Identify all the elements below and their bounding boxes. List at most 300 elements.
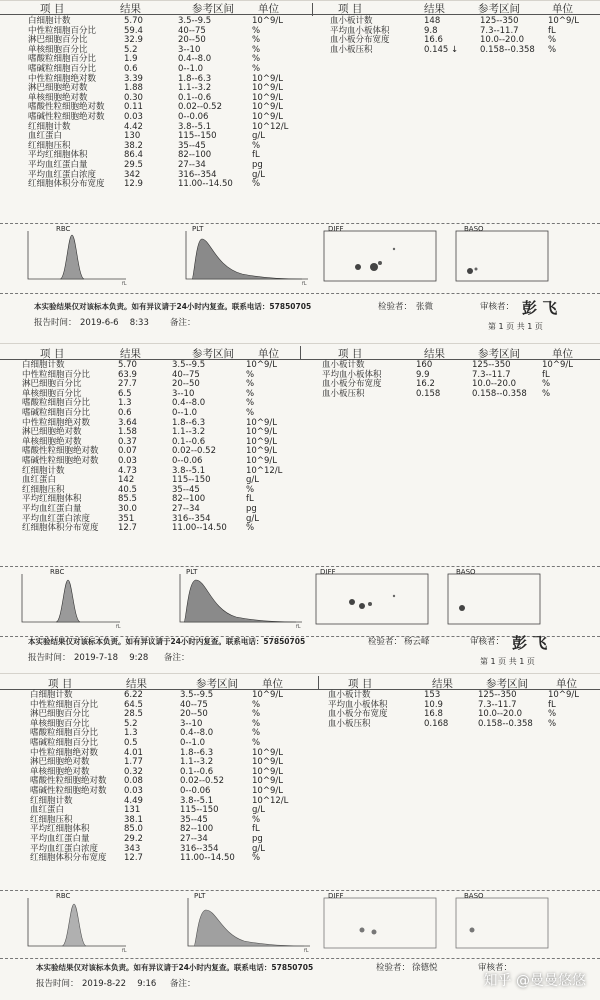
- item-name: 血红蛋白: [22, 475, 57, 486]
- result-value: 5.2: [124, 44, 138, 55]
- range-value: 0.4--8.0: [180, 728, 214, 739]
- item-name: 嗜酸性粒细胞绝对数: [22, 446, 99, 457]
- range-value: 20--50: [172, 379, 200, 390]
- unit-value: fL: [252, 150, 260, 161]
- unit-value: fL: [548, 699, 556, 710]
- rbc-curve: [22, 894, 132, 954]
- left-results: [118, 361, 137, 534]
- left-results: [124, 17, 143, 190]
- left-units: [252, 691, 288, 864]
- range-value: 0.1--0.6: [172, 436, 206, 447]
- item-name: 平均血红蛋白量: [28, 159, 88, 170]
- left-units: [246, 361, 282, 534]
- left-ranges: [180, 691, 235, 864]
- item-name: 嗜酸粒细胞百分比: [22, 398, 91, 409]
- result-value: 38.2: [124, 140, 143, 151]
- range-value: 27--34: [178, 159, 206, 170]
- diff-plot: [322, 227, 440, 285]
- item-name: 单核细胞百分比: [28, 44, 88, 55]
- range-value: 0.02--0.52: [178, 102, 222, 113]
- header-item-right: 项 目: [338, 348, 363, 360]
- header-result: 结果: [126, 678, 147, 690]
- result-value: 0.145 ↓: [424, 44, 459, 55]
- item-name: 血红蛋白: [30, 805, 65, 816]
- item-name: 嗜酸粒细胞百分比: [28, 54, 97, 65]
- item-name: 平均血小板体积: [330, 25, 390, 36]
- result-value: 28.5: [124, 709, 143, 720]
- range-value: 316--354: [178, 169, 217, 180]
- range-value: 10.0--20.0: [478, 709, 522, 720]
- unit-value: %: [542, 379, 551, 390]
- unit-value: 10^9/L: [246, 360, 277, 370]
- unit-value: 10^9/L: [246, 427, 277, 438]
- watermark: 知乎 @曼曼悠悠: [483, 973, 586, 989]
- range-value: 3.5--9.5: [180, 690, 214, 700]
- result-value: 9.8: [424, 25, 438, 36]
- report-footer: [0, 634, 600, 674]
- unit-value: pg: [252, 159, 263, 170]
- item-name: 单核细胞绝对数: [30, 766, 90, 777]
- divider: [0, 890, 600, 891]
- divider: [0, 566, 600, 567]
- divider: [0, 958, 600, 959]
- item-name: 中性粒细胞百分比: [30, 699, 99, 710]
- result-value: 3.64: [118, 417, 137, 428]
- item-name: 血小板压积: [328, 718, 371, 729]
- result-value: 3.39: [124, 73, 143, 84]
- item-name: 平均血红蛋白量: [22, 503, 82, 514]
- page-indicator: 第 1 页 共 1 页: [488, 322, 543, 331]
- range-value: 3--10: [180, 718, 203, 729]
- item-name: 红细胞计数: [30, 795, 73, 806]
- result-value: 343: [124, 843, 141, 854]
- baso-scatter: [444, 570, 544, 628]
- result-value: 1.3: [124, 728, 138, 739]
- result-value: 38.1: [124, 814, 143, 825]
- range-value: 0--1.0: [178, 63, 204, 74]
- report-3: [0, 673, 600, 1000]
- range-value: 40--75: [180, 699, 208, 710]
- rbc-label: RBC: [50, 568, 65, 576]
- report-time-label: 报告时间：: [36, 979, 79, 989]
- unit-value: g/L: [246, 513, 259, 524]
- range-value: 7.3--11.7: [478, 699, 517, 710]
- item-name: 白细胞计数: [30, 690, 73, 700]
- result-value: 342: [124, 169, 141, 180]
- range-value: 7.3--11.7: [480, 25, 519, 36]
- result-value: 85.5: [118, 494, 137, 505]
- unit-value: %: [246, 407, 255, 418]
- unit-value: %: [246, 484, 255, 495]
- range-value: 0--0.06: [180, 785, 211, 796]
- result-value: 63.9: [118, 369, 137, 380]
- unit-value: 10^9/L: [246, 436, 277, 447]
- plt-curve: [184, 894, 314, 954]
- range-value: 11.00--14.50: [178, 179, 233, 190]
- unit-value: fL: [252, 824, 260, 835]
- unit-value: g/L: [252, 843, 265, 854]
- header-range: 参考区间: [192, 348, 234, 360]
- item-name: 红细胞压积: [28, 140, 71, 151]
- result-value: 0.07: [118, 446, 137, 457]
- unit-value: %: [548, 709, 557, 720]
- unit-value: %: [252, 25, 261, 36]
- baso-label: BASO: [464, 225, 484, 233]
- item-name: 血小板压积: [322, 388, 365, 399]
- reviewer-label: 审核者：: [478, 963, 513, 973]
- item-name: 血小板计数: [330, 16, 373, 26]
- item-name: 平均红细胞体积: [28, 150, 88, 161]
- result-value: 131: [124, 805, 141, 816]
- result-value: 5.70: [124, 16, 143, 26]
- column-divider: [312, 3, 313, 16]
- unit-value: 10^9/L: [252, 92, 283, 103]
- right-item-names: [328, 691, 388, 729]
- range-value: 35--45: [180, 814, 208, 825]
- right-ranges: [480, 17, 535, 55]
- checker-name: 张微: [416, 302, 434, 312]
- item-name: 嗜碱性粒细胞绝对数: [28, 111, 105, 122]
- diff-plot: [314, 570, 432, 628]
- item-name: 血小板分布宽度: [330, 35, 390, 46]
- unit-value: g/L: [252, 131, 265, 142]
- item-name: 平均红细胞体积: [22, 494, 82, 505]
- unit-value: 10^9/L: [542, 360, 573, 370]
- item-name: 红细胞体积分布宽度: [28, 179, 105, 190]
- rbc-label: RBC: [56, 892, 71, 900]
- item-name: 红细胞体积分布宽度: [22, 523, 99, 534]
- range-value: 10.0--20.0: [480, 35, 524, 46]
- remark-label: 备注：: [164, 653, 190, 663]
- item-name: 嗜碱粒细胞百分比: [22, 407, 91, 418]
- item-name: 平均血红蛋白浓度: [28, 169, 97, 180]
- remark-label: 备注：: [170, 318, 196, 328]
- unit-value: 10^9/L: [252, 16, 283, 26]
- range-value: 0.158--0.358: [478, 718, 533, 729]
- item-name: 淋巴细胞绝对数: [30, 757, 90, 768]
- checker-label: 检验者：: [378, 302, 413, 312]
- rbc-histogram: [22, 227, 132, 287]
- unit-value: 10^9/L: [246, 417, 277, 428]
- header-range-right: 参考区间: [478, 348, 520, 360]
- item-name: 嗜酸性粒细胞绝对数: [30, 776, 107, 787]
- result-value: 5.2: [124, 718, 138, 729]
- item-name: 淋巴细胞绝对数: [22, 427, 82, 438]
- rbc-fl-label: fL: [116, 624, 121, 630]
- checker-label: 检验者：: [368, 637, 403, 647]
- item-name: 红细胞计数: [28, 121, 71, 132]
- item-name: 嗜碱性粒细胞绝对数: [22, 455, 99, 466]
- reviewer-label: 审核者：: [480, 302, 515, 312]
- result-value: 86.4: [124, 150, 143, 161]
- unit-value: pg: [252, 833, 263, 844]
- range-value: 3.8--5.1: [172, 465, 206, 476]
- item-name: 平均血红蛋白浓度: [30, 843, 99, 854]
- range-value: 0--1.0: [172, 407, 198, 418]
- range-value: 115--150: [172, 475, 211, 486]
- result-value: 27.7: [118, 379, 137, 390]
- item-name: 平均红细胞体积: [30, 824, 90, 835]
- unit-value: %: [246, 398, 255, 409]
- histograms: [0, 227, 600, 289]
- header-unit-right: 单位: [552, 3, 573, 15]
- unit-value: %: [252, 699, 261, 710]
- header-item-right: 项 目: [348, 678, 373, 690]
- left-ranges: [178, 17, 233, 190]
- range-value: 1.1--3.2: [180, 757, 214, 768]
- plt-fl-label: fL: [304, 948, 309, 954]
- range-value: 11.00--14.50: [180, 853, 235, 864]
- unit-value: fL: [548, 25, 556, 36]
- header-item-right: 项 目: [338, 3, 363, 15]
- range-value: 0.1--0.6: [180, 766, 214, 777]
- unit-value: %: [252, 54, 261, 65]
- result-value: 4.01: [124, 747, 143, 758]
- diff-scatter: [322, 227, 440, 285]
- item-name: 血小板分布宽度: [322, 379, 382, 390]
- unit-value: %: [246, 379, 255, 390]
- left-units: [252, 17, 288, 190]
- result-value: 16.8: [424, 709, 443, 720]
- item-name: 平均血小板体积: [322, 369, 382, 380]
- range-value: 125--350: [472, 360, 511, 370]
- result-value: 85.0: [124, 824, 143, 835]
- item-name: 中性粒细胞百分比: [22, 369, 91, 380]
- result-value: 16.6: [424, 35, 443, 46]
- result-value: 12.7: [124, 853, 143, 864]
- range-value: 1.1--3.2: [178, 83, 212, 94]
- unit-value: 10^9/L: [252, 690, 283, 700]
- range-value: 1.8--6.3: [180, 747, 214, 758]
- unit-value: g/L: [252, 169, 265, 180]
- left-item-names: [22, 361, 99, 534]
- right-item-names: [330, 17, 390, 55]
- item-name: 单核细胞百分比: [22, 388, 82, 399]
- table-header: [0, 676, 600, 690]
- rbc-curve: [16, 570, 126, 630]
- item-name: 淋巴细胞百分比: [30, 709, 90, 720]
- unit-value: %: [252, 709, 261, 720]
- result-value: 1.9: [124, 54, 138, 65]
- left-item-names: [28, 17, 105, 190]
- range-value: 82--100: [178, 150, 212, 161]
- unit-value: %: [542, 388, 551, 399]
- plt-histogram: [176, 570, 306, 630]
- right-results: [424, 17, 458, 55]
- rbc-histogram: [16, 570, 126, 630]
- left-ranges: [172, 361, 227, 534]
- unit-value: 10^9/L: [548, 690, 579, 700]
- item-name: 白细胞计数: [22, 360, 65, 370]
- right-ranges: [478, 691, 533, 729]
- right-results: [424, 691, 448, 729]
- result-value: 148: [424, 16, 441, 26]
- result-value: 0.6: [124, 63, 138, 74]
- unit-value: %: [548, 718, 557, 729]
- range-value: 35--45: [178, 140, 206, 151]
- result-value: 0.5: [124, 737, 138, 748]
- unit-value: %: [252, 35, 261, 46]
- item-name: 红细胞压积: [30, 814, 73, 825]
- item-name: 平均血红蛋白量: [30, 833, 90, 844]
- report-1: [0, 0, 600, 344]
- result-value: 12.9: [124, 179, 143, 190]
- range-value: 0.4--8.0: [178, 54, 212, 65]
- range-value: 82--100: [180, 824, 214, 835]
- range-value: 0--1.0: [180, 737, 206, 748]
- result-value: 130: [124, 131, 141, 142]
- header-range: 参考区间: [192, 3, 234, 15]
- unit-value: %: [252, 140, 261, 151]
- range-value: 0.158--0.358: [480, 44, 535, 55]
- result-value: 0.158: [416, 388, 441, 399]
- header-item: 项 目: [40, 348, 65, 360]
- unit-value: 10^9/L: [252, 111, 283, 122]
- header-unit: 单位: [258, 3, 279, 15]
- range-value: 27--34: [180, 833, 208, 844]
- plt-label: PLT: [186, 568, 198, 576]
- unit-value: %: [252, 718, 261, 729]
- item-name: 单核细胞绝对数: [28, 92, 88, 103]
- unit-value: %: [252, 63, 261, 74]
- range-value: 125--350: [478, 690, 517, 700]
- unit-value: %: [252, 44, 261, 55]
- divider: [0, 223, 600, 224]
- result-value: 4.42: [124, 121, 143, 132]
- unit-value: %: [548, 44, 557, 55]
- header-result-right: 结果: [424, 3, 445, 15]
- plt-histogram: [184, 894, 314, 954]
- baso-label: BASO: [456, 568, 476, 576]
- unit-value: fL: [542, 369, 550, 380]
- unit-value: 10^9/L: [252, 747, 283, 758]
- unit-value: fL: [246, 494, 254, 505]
- header-item: 项 目: [48, 678, 73, 690]
- range-value: 40--75: [172, 369, 200, 380]
- result-value: 4.49: [124, 795, 143, 806]
- plt-curve: [176, 570, 306, 630]
- result-value: 40.5: [118, 484, 137, 495]
- unit-value: 10^9/L: [252, 785, 283, 796]
- diff-plot: [322, 894, 440, 952]
- report-time: 2019-6-6 8:33: [80, 318, 149, 328]
- result-value: 153: [424, 690, 441, 700]
- range-value: 3--10: [178, 44, 201, 55]
- unit-value: 10^9/L: [246, 455, 277, 466]
- range-value: 10.0--20.0: [472, 379, 516, 390]
- item-name: 血小板计数: [328, 690, 371, 700]
- header-unit: 单位: [262, 678, 283, 690]
- range-value: 0.158--0.358: [472, 388, 527, 399]
- page-indicator: 第 1 页 共 1 页: [480, 657, 535, 666]
- checker-label: 检验者：: [376, 963, 411, 973]
- unit-value: %: [246, 369, 255, 380]
- item-name: 嗜碱粒细胞百分比: [28, 63, 97, 74]
- unit-value: pg: [246, 503, 257, 514]
- range-value: 7.3--11.7: [472, 369, 511, 380]
- unit-value: %: [252, 814, 261, 825]
- report-time: 2019-8-22 9:16: [82, 979, 157, 989]
- baso-plot: [444, 570, 544, 628]
- result-value: 142: [118, 475, 135, 486]
- result-value: 0.30: [124, 92, 143, 103]
- right-units: [542, 361, 573, 399]
- column-divider: [318, 676, 319, 689]
- checker-name: 杨云峰: [404, 637, 430, 647]
- rbc-fl-label: fL: [122, 281, 127, 287]
- item-name: 单核细胞百分比: [30, 718, 90, 729]
- unit-value: 10^12/L: [252, 795, 289, 806]
- baso-scatter: [452, 894, 552, 952]
- range-value: 27--34: [172, 503, 200, 514]
- right-ranges: [472, 361, 527, 399]
- range-value: 3--10: [172, 388, 195, 399]
- range-value: 35--45: [172, 484, 200, 495]
- diff-label: DIFF: [320, 568, 336, 576]
- unit-value: 10^9/L: [252, 757, 283, 768]
- rbc-histogram: [22, 894, 132, 954]
- result-value: 1.88: [124, 83, 143, 94]
- header-range-right: 参考区间: [478, 3, 520, 15]
- range-value: 1.8--6.3: [178, 73, 212, 84]
- item-name: 中性粒细胞绝对数: [30, 747, 99, 758]
- range-value: 20--50: [180, 709, 208, 720]
- report-2: [0, 343, 600, 674]
- range-value: 115--150: [180, 805, 219, 816]
- item-name: 嗜酸粒细胞百分比: [30, 728, 99, 739]
- result-value: 5.70: [118, 360, 137, 370]
- report-time-label: 报告时间：: [34, 318, 77, 328]
- result-value: 0.03: [124, 785, 143, 796]
- range-value: 0.02--0.52: [180, 776, 224, 787]
- remark-label: 备注：: [170, 979, 196, 989]
- unit-value: 10^12/L: [246, 465, 283, 476]
- item-name: 嗜碱粒细胞百分比: [30, 737, 99, 748]
- result-value: 0.32: [124, 766, 143, 777]
- right-results: [416, 361, 440, 399]
- result-value: 0.6: [118, 407, 132, 418]
- result-value: 0.03: [124, 111, 143, 122]
- unit-value: 10^9/L: [252, 83, 283, 94]
- result-value: 29.5: [124, 159, 143, 170]
- baso-plot: [452, 894, 552, 952]
- header-result: 结果: [120, 348, 141, 360]
- header-result-right: 结果: [424, 348, 445, 360]
- unit-value: 10^9/L: [252, 102, 283, 113]
- item-name: 血红蛋白: [28, 131, 63, 142]
- result-value: 10.9: [424, 699, 443, 710]
- item-name: 血小板计数: [322, 360, 365, 370]
- header-unit-right: 单位: [552, 348, 573, 360]
- report-time-label: 报告时间：: [28, 653, 71, 663]
- range-value: 1.1--3.2: [172, 427, 206, 438]
- header-result-right: 结果: [432, 678, 453, 690]
- result-value: 9.9: [416, 369, 430, 380]
- item-name: 血小板分布宽度: [328, 709, 388, 720]
- result-value: 59.4: [124, 25, 143, 36]
- right-units: [548, 17, 579, 55]
- header-item: 项 目: [40, 3, 65, 15]
- item-name: 淋巴细胞绝对数: [28, 83, 88, 94]
- disclaimer: 本实验结果仅对该标本负责。如有异议请于24小时内复查。联系电话：57850705: [34, 302, 312, 311]
- range-value: 11.00--14.50: [172, 523, 227, 534]
- unit-value: 10^9/L: [548, 16, 579, 26]
- unit-value: %: [252, 737, 261, 748]
- rbc-curve: [22, 227, 132, 287]
- item-name: 中性粒细胞绝对数: [28, 73, 97, 84]
- range-value: 0.02--0.52: [172, 446, 216, 457]
- item-name: 淋巴细胞百分比: [22, 379, 82, 390]
